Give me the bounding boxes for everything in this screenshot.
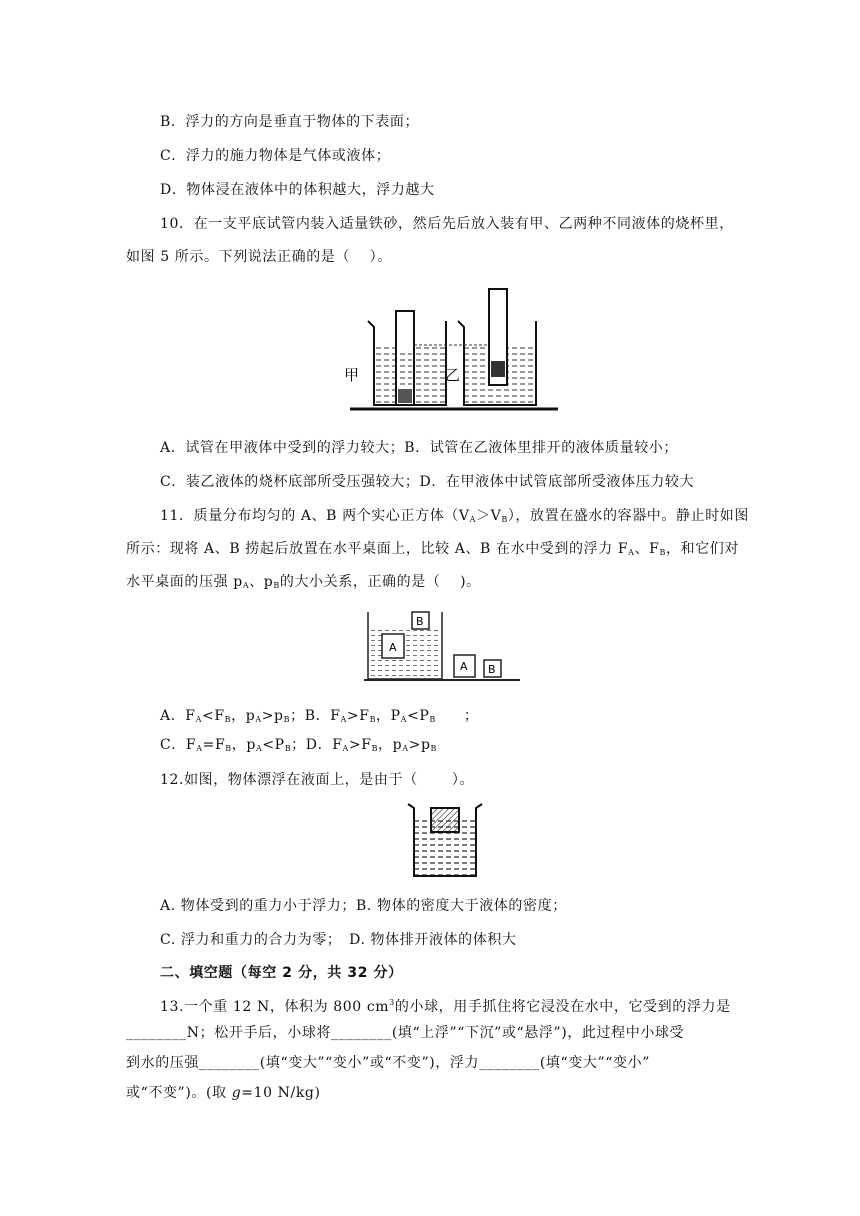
section-2-heading: 二、填空题（每空 2 分，共 32 分）	[160, 965, 403, 981]
q13-line-2: ________N；松开手后，小球将________(填“上浮”“下沉”或“悬浮”)，此过程中小球受	[126, 1025, 685, 1041]
q11-options-2: C．$F_A=F_B$，$p_A<P_B$；D．$F_A>F_B$，$p_A>p_B$	[160, 737, 437, 753]
q12-figure	[406, 800, 484, 880]
q11-cube-b-table: B	[488, 663, 496, 676]
q10-figure	[344, 285, 564, 417]
q11-stem-3: 水平桌面的压强 $p_A$、$p_B$的大小关系，正确的是（ )。	[126, 574, 481, 590]
q10-options-1: A．试管在甲液体中受到的浮力较大；B．试管在乙液体里排开的液体质量较小；	[160, 440, 678, 456]
q9-option-c: C．浮力的施力物体是气体或液体；	[160, 148, 391, 164]
q12-options-1: A. 物体受到的重力小于浮力；B. 物体的密度大于液体的密度；	[160, 898, 567, 914]
q10-label-jia: 甲	[344, 366, 360, 384]
q11-cube-a-table: A	[460, 660, 468, 673]
q11-options-1: A．$F_A<F_B$，$p_A>p_B$；B．$F_A>F_B$，$P_A<P_B$ ；	[160, 708, 479, 724]
q9-option-b: B．浮力的方向是垂直于物体的下表面；	[160, 114, 420, 130]
q10-options-2: C．装乙液体的烧杯底部所受压强较大；D．在甲液体中试管底部所受液体压力较大	[160, 474, 695, 490]
q12-options-2: C. 浮力和重力的合力为零； D. 物体排开液体的体积大	[160, 932, 517, 948]
q13-line-1: 13.一个重 12 N，体积为 800 $cm^3$的小球，用手抓住将它浸没在水中，它受到的浮力是	[160, 998, 731, 1015]
q10-stem-2: 如图 5 所示。下列说法正确的是（ ）。	[126, 249, 392, 265]
q11-stem-2: 所示：现将 A、B 捞起后放置在水平桌面上，比较 A、B 在水中受到的浮力 $F_A$、$F_B$，和它们对	[126, 541, 739, 557]
q13-line-3: 到水的压强________(填“变大”“变小”或“不变”)，浮力________(填“变大”“变小”	[126, 1055, 650, 1071]
q11-stem-1: 11．质量分布均匀的 A、B 两个实心正方体$(V_A>V_B)$，放置在盛水的容器中。静止时如图	[160, 508, 750, 524]
q11-figure	[364, 608, 524, 688]
q9-option-d: D．物体浸在液体中的体积越大，浮力越大	[160, 182, 435, 198]
q13-line-4: 或“不变”)。(取 g=10 N/kg)	[126, 1085, 321, 1101]
q10-stem-1: 10．在一支平底试管内装入适量铁砂，然后先后放入装有甲、乙两种不同液体的烧杯里，	[160, 216, 734, 232]
q10-label-yi: 乙	[445, 366, 461, 384]
q11-cube-a-water: A	[389, 641, 397, 654]
q11-cube-b-water: B	[416, 615, 424, 628]
q12-stem: 12.如图，物体漂浮在液面上，是由于（ ）。	[160, 772, 475, 788]
